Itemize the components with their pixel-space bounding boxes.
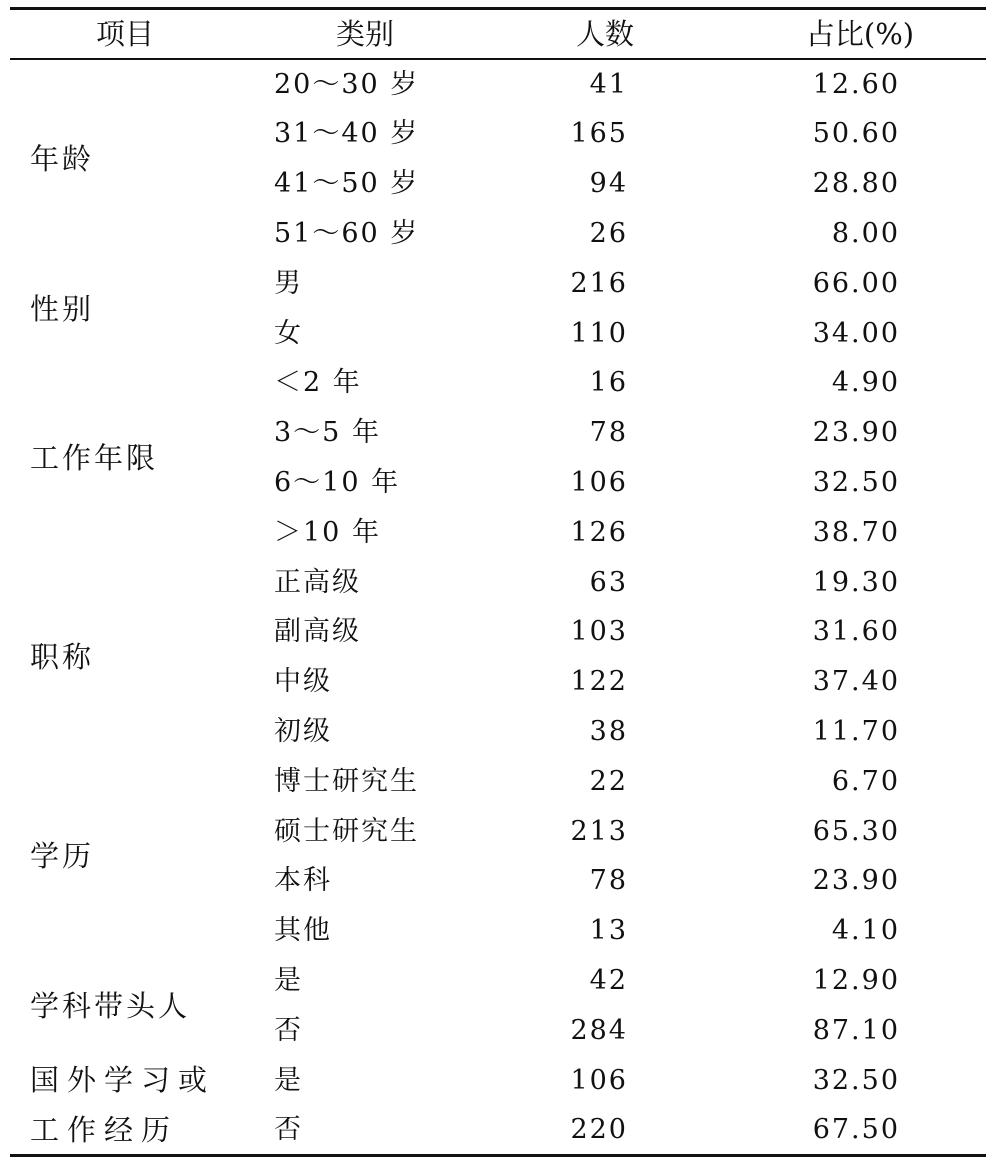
category-cell: 男	[274, 267, 303, 299]
category-cell: 31～40 岁	[274, 118, 420, 150]
group-label-line: 国外学习或	[30, 1063, 216, 1098]
count-cell: 63	[589, 566, 628, 598]
group-label: 学历	[30, 839, 95, 874]
percent-cell: 50.60	[812, 118, 900, 150]
percent-cell: 4.10	[831, 915, 900, 947]
table-row	[10, 159, 986, 209]
category-cell: 初级	[274, 715, 332, 747]
table-row	[10, 508, 986, 558]
group-label-line: 工作经历	[30, 1113, 179, 1148]
percent-cell: 28.80	[812, 168, 900, 200]
category-cell: ＜2 年	[274, 367, 362, 399]
percent-cell: 34.00	[812, 317, 900, 349]
header-item: 项目	[95, 17, 154, 51]
table-row	[10, 109, 986, 159]
table-bottom-rule	[10, 1154, 986, 1157]
table-row	[10, 309, 986, 359]
category-cell: 副高级	[274, 616, 361, 648]
category-cell: ＞10 年	[274, 516, 381, 548]
percent-cell: 23.90	[812, 417, 900, 449]
count-cell: 38	[589, 715, 628, 747]
percent-cell: 87.10	[812, 1014, 900, 1046]
table-row	[10, 757, 986, 807]
group-label: 职称	[30, 640, 95, 675]
percent-cell: 6.70	[831, 765, 900, 797]
percent-cell: 37.40	[812, 666, 900, 698]
count-cell: 165	[570, 118, 628, 150]
category-cell: 正高级	[274, 566, 361, 598]
count-cell: 103	[570, 616, 628, 648]
count-cell: 220	[570, 1114, 628, 1146]
count-cell: 42	[589, 964, 628, 996]
category-cell: 51～60 岁	[274, 217, 420, 249]
percent-cell: 11.70	[812, 715, 900, 747]
count-cell: 126	[570, 516, 628, 548]
category-cell: 6～10 年	[274, 466, 401, 498]
table-top-rule	[10, 7, 986, 10]
count-cell: 284	[570, 1014, 628, 1046]
category-cell: 其他	[274, 915, 332, 947]
percent-cell: 4.90	[831, 367, 900, 399]
category-cell: 否	[274, 1114, 303, 1146]
table-row	[10, 807, 986, 857]
count-cell: 26	[589, 217, 628, 249]
category-cell: 硕士研究生	[274, 815, 419, 847]
category-cell: 博士研究生	[274, 765, 419, 797]
category-cell: 是	[274, 1064, 303, 1096]
table-row	[10, 558, 986, 608]
table-row	[10, 358, 986, 408]
percent-cell: 67.50	[812, 1114, 900, 1146]
count-cell: 78	[589, 865, 628, 897]
count-cell: 16	[589, 367, 628, 399]
category-cell: 20～30 岁	[274, 68, 420, 100]
group-label: 年龄	[30, 142, 95, 177]
category-cell: 本科	[274, 865, 332, 897]
count-cell: 41	[589, 68, 628, 100]
percent-cell: 12.90	[812, 964, 900, 996]
header-category: 类别	[335, 17, 394, 51]
count-cell: 78	[589, 417, 628, 449]
category-cell: 3～5 年	[274, 417, 381, 449]
count-cell: 106	[570, 466, 628, 498]
table-row	[10, 906, 986, 956]
count-cell: 216	[570, 267, 628, 299]
table-row	[10, 657, 986, 707]
category-cell: 中级	[274, 666, 332, 698]
header-count: 人数	[575, 17, 634, 51]
category-cell: 女	[274, 317, 303, 349]
group-label	[30, 1055, 215, 1155]
percent-cell: 32.50	[812, 1064, 900, 1096]
count-cell: 122	[570, 666, 628, 698]
percent-cell: 8.00	[831, 217, 900, 249]
table-row	[10, 607, 986, 657]
category-cell: 是	[274, 964, 303, 996]
group-label: 性别	[30, 291, 95, 326]
count-cell: 106	[570, 1064, 628, 1096]
group-label: 工作年限	[30, 440, 159, 475]
category-cell: 41～50 岁	[274, 168, 420, 200]
percent-cell: 23.90	[812, 865, 900, 897]
percent-cell: 19.30	[812, 566, 900, 598]
category-cell: 否	[274, 1014, 303, 1046]
count-cell: 22	[589, 765, 628, 797]
count-cell: 94	[589, 168, 628, 200]
count-cell: 213	[570, 815, 628, 847]
percent-cell: 31.60	[812, 616, 900, 648]
percent-cell: 12.60	[812, 68, 900, 100]
count-cell: 13	[589, 915, 628, 947]
table-row	[10, 259, 986, 309]
table-row	[10, 209, 986, 259]
percent-cell: 32.50	[812, 466, 900, 498]
percent-cell: 38.70	[812, 516, 900, 548]
header-percent: 占比(%)	[805, 17, 915, 51]
group-label: 学科带头人	[30, 988, 191, 1023]
count-cell: 110	[570, 317, 628, 349]
table-row	[10, 60, 986, 110]
table-row	[10, 707, 986, 757]
percent-cell: 65.30	[812, 815, 900, 847]
table-row	[10, 856, 986, 906]
percent-cell: 66.00	[812, 267, 900, 299]
